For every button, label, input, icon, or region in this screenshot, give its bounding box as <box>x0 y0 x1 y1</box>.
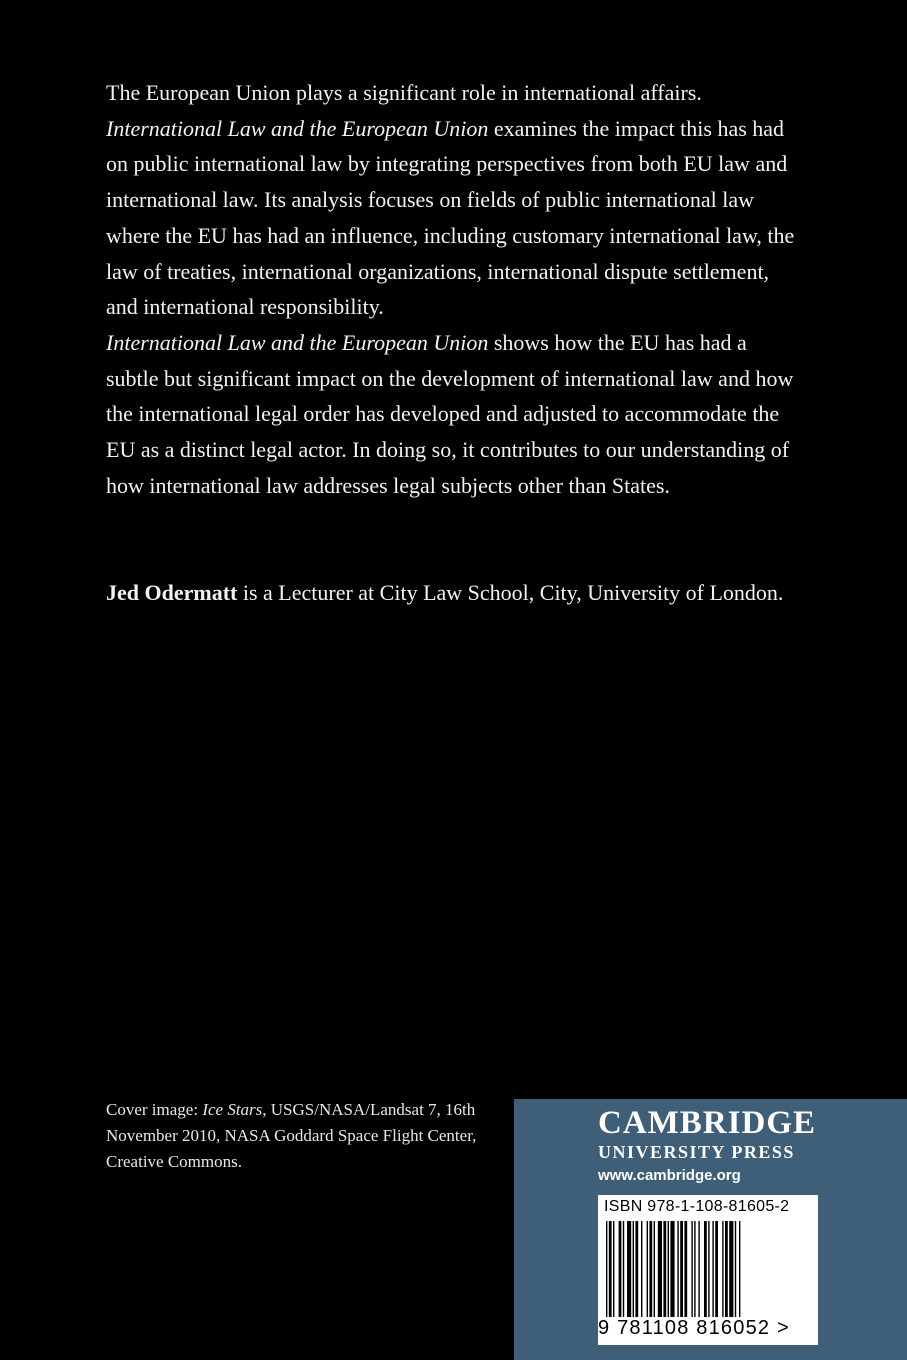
publisher-website: www.cambridge.org <box>598 1167 741 1184</box>
credit-prefix: Cover image: <box>106 1100 203 1119</box>
cover-image-credit <box>106 1097 486 1175</box>
barcode-bars-icon <box>606 1221 810 1317</box>
barcode-number: 9 781108 816052 > <box>598 1317 790 1339</box>
author-bio <box>106 575 826 610</box>
isbn-label: ISBN 978-1-108-81605-2 <box>604 1198 790 1215</box>
description-sentence-2: examines the impact this has had on public international law by integrating perspectives from both EU law and international law. Its analysis focuses on fields of public international law where the EU has had an influence, including customary international law, the law of treaties, international organizations, international dispute settlement, and international responsibility. <box>106 115 795 320</box>
credit-details: , USGS/NASA/Landsat 7, 16th November 2010, NASA Goddard Space Flight Center, Creative Commons. <box>106 1100 477 1171</box>
description-sentence-3: shows how the EU has had a subtle but significant impact on the development of international law and how the international legal order has developed and adjusted to accommodate the EU as a distinct legal actor. In doing so, it contributes to our understanding of how international law addresses legal subjects other than States. <box>106 329 794 498</box>
publisher-panel <box>514 1099 907 1360</box>
author-name: Jed Odermatt <box>106 580 238 605</box>
barcode <box>598 1195 818 1345</box>
book-description <box>106 75 796 503</box>
publisher-logo-subtitle: UNIVERSITY PRESS <box>598 1142 795 1162</box>
publisher-logo-name: CAMBRIDGE <box>598 1105 817 1141</box>
author-affiliation: is a Lecturer at City Law School, City, University of London. <box>237 580 784 605</box>
credit-image-title: Ice Stars <box>202 1100 263 1119</box>
book-title-italic: International Law and the European Union <box>106 115 489 141</box>
description-sentence-1: The European Union plays a significant role in international affairs. <box>106 80 702 105</box>
book-title-italic: International Law and the European Union <box>106 329 489 355</box>
